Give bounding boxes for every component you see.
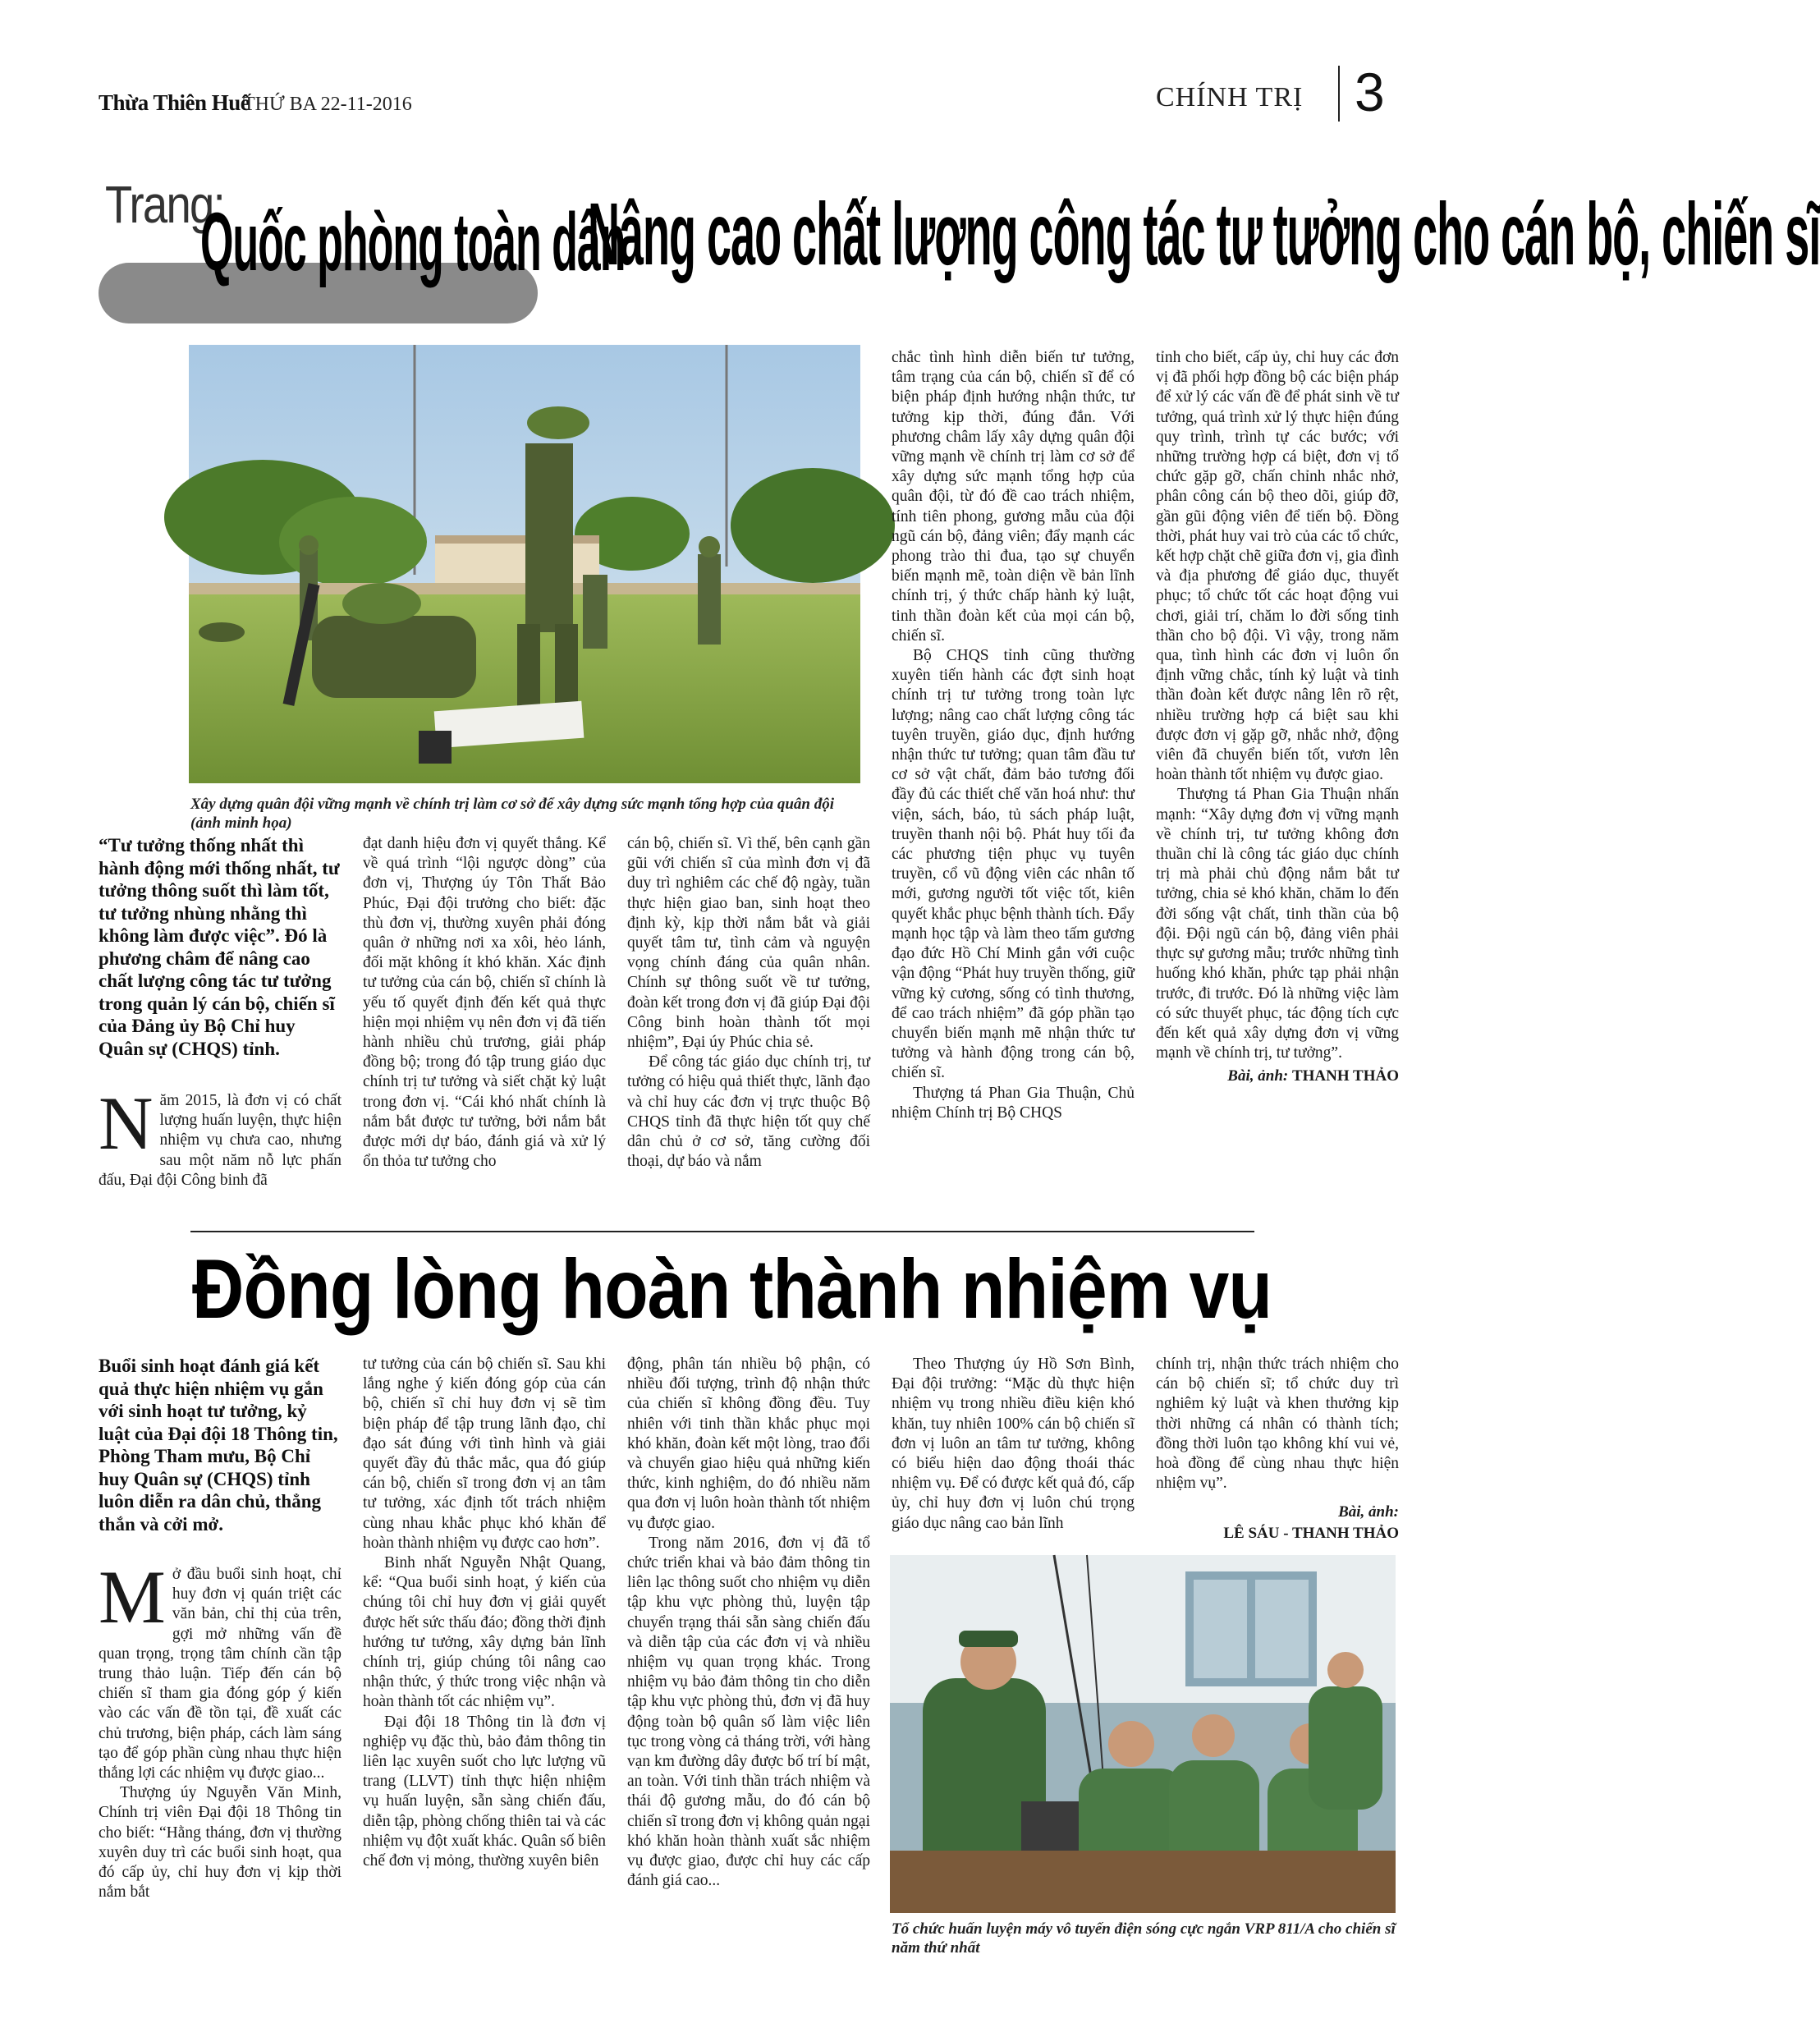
article-divider xyxy=(190,1231,1254,1232)
article2-column-4 xyxy=(892,1355,1135,1534)
article1-lead: “Tư tưởng thống nhất thì hành động mới thống nhất, tư tưởng thông suốt thì làm tốt, tư tưởng nhùng nhằng thì không làm được việc”. Đó là phương châm để nâng cao chất lượng công tác tư tưởng trong quản lý cán bộ, chiến sĩ của Đảng ủy Bộ Chỉ huy Quân sự (CHQS) tỉnh. xyxy=(99,835,340,1059)
article2-lead: Buổi sinh hoạt đánh giá kết quả thực hiện nhiệm vụ gắn với sinh hoạt tư tưởng, kỷ luật của Đại đội 18 Thông tin, Phòng Tham mưu, Bộ Chỉ huy Quân sự (CHQS) tỉnh luôn diễn ra dân chủ, thẳng thắn và cởi mở. xyxy=(99,1356,338,1535)
article2-paragraph: động, phân tán nhiều bộ phận, có nhiều đối tượng, trình độ nhận thức của chiến sĩ không đồng đều. Tuy nhiên với tinh thần khắc phục mọi khó khăn, đoàn kết một lòng, trao đổi và chuyển giao hiệu quả những kiến thức, kinh nghiệm, do đó nhiều năm qua đơn vị luôn hoàn thành tốt nhiệm vụ được giao. xyxy=(627,1356,870,1532)
article1-column-1 xyxy=(99,834,342,1191)
newspaper-brand: Thừa Thiên Huế xyxy=(99,90,250,115)
article1-paragraph: tỉnh cho biết, cấp ủy, chỉ huy các đơn vị đã phối hợp đồng bộ các biện pháp để xử lý các vấn đề để phát sinh về tư tưởng, quá trình xử lý thực hiện đúng quy trình, trình tự các bước; với những trường hợp cá biệt, đơn vị tổ chức gặp gỡ, chấn chỉnh nhắc nhở, phân công cán bộ theo dõi, giúp đỡ, gần gũi động viên để tiến bộ. Đồng thời, phát huy vai trò của các tổ chức, kết hợp chặt chẽ giữa đơn vị, gia đình và địa phương để giáo dục, thuyết phục; tổ chức tốt các hoạt động vui chơi, giải trí, chăm lo đời sống tinh thần cho bộ đội. Vì vậy, trong năm qua, tình hình các đơn vị luôn ổn định vững chắc, tính kỷ luật và tinh thần đoàn kết được nâng lên rõ rệt, nhiều trường hợp cá biệt sau khi được đơn vị gặp gỡ, nhắc nhở, động viên đã chuyển biến tốt, vươn lên hoàn thành tốt nhiệm vụ được giao. xyxy=(1156,349,1399,784)
banner-name: Quốc phòng toàn dân xyxy=(200,196,626,288)
article1-column-2 xyxy=(363,834,606,1172)
article2-column-5 xyxy=(1156,1355,1399,1544)
article2-headline: Đồng lòng hoàn thành nhiệm vụ xyxy=(192,1242,1272,1336)
article2-photo xyxy=(890,1555,1396,1913)
article1-column-4 xyxy=(892,348,1135,1123)
article2-column-3 xyxy=(627,1355,870,1891)
article2-paragraph: Theo Thượng úy Hồ Sơn Bình, Đại đội trưởng: “Mặc dù thực hiện nhiệm vụ trong nhiều điều kiện khó khăn, tuy nhiên 100% cán bộ chiến sĩ đơn vị luôn an tâm tư tưởng, không có biểu hiện dao động thoái thác nhiệm vụ. Để có được kết quả đó, cấp ủy, chỉ huy đơn vị luôn chú trọng giáo dục nâng cao bản lĩnh xyxy=(892,1356,1135,1532)
article2-paragraph: Binh nhất Nguyễn Nhật Quang, kể: “Qua buổi sinh hoạt, ý kiến của chúng tôi chỉ huy đơn vị giải quyết được hết sức thấu đáo; đồng thời định hướng tư tưởng, xây dựng bản lĩnh chính trị, giúp chúng tôi nâng cao nhận thức, ý thức trong việc nhận và hoàn thành tốt các nhiệm vụ”. xyxy=(363,1554,606,1711)
article1-paragraph: Bộ CHQS tỉnh cũng thường xuyên tiến hành các đợt sinh hoạt chính trị tư tưởng trong toàn lực lượng; nâng cao chất lượng công tác tuyên truyền, giáo dục, định hướng nhận thức tư tưởng; quan tâm đầu tư cơ sở vật chất, đảm bảo tương đối đầy đủ các thiết chế văn hoá như: thư viện, sách, báo, tủ sách pháp luật, truyền thanh nội bộ. Phát huy tối đa các phương tiện phục vụ tuyên truyền, cổ vũ động viên các nhân tố mới, gương người tốt việc tốt, kiên quyết khắc phục bệnh thành tích. Đẩy mạnh học tập và làm theo tấm gương đạo đức Hồ Chí Minh gắn với cuộc vận động “Phát huy truyền thống, giữ vững kỷ cương, sống có tình thương, để cao trách nhiệm” đã góp phần tạo chuyển biến mạnh mẽ nhận thức tư tưởng và hành động trong cán bộ, chiến sĩ. xyxy=(892,647,1135,1082)
article2-paragraph: Thượng úy Nguyễn Văn Minh, Chính trị viên Đại đội 18 Thông tin cho biết: “Hằng tháng, đơn vị thường xuyên duy trì các buổi sinh hoạt, qua đó cấp ủy, chỉ huy đơn vị kịp thời nắm bắt xyxy=(99,1784,342,1902)
article2-paragraph: Trong năm 2016, đơn vị đã tổ chức triển khai và bảo đảm thông tin liên lạc thông suốt cho nhiệm vụ diễn tập khu vực phòng thủ, luyện tập chuyển trạng thái sẵn sàng chiến đấu và diễn tập của các đơn vị và nhiều nhiệm vụ quan trọng khác. Trong nhiệm vụ bảo đảm thông tin cho diễn tập khu vực phòng thủ, đơn vị đã huy động toàn bộ quân số làm việc liên tục trong vòng cả tháng trời, với hàng vạn km đường dây được bố trí bí mật, an toàn. Với tinh thần trách nhiệm và thái độ gương mẫu, do đó cán bộ chiến sĩ trong đơn vị không quản ngại khó khăn hoàn thành xuất sắc nhiệm vụ được giao, được chỉ huy các cấp đánh giá cao... xyxy=(627,1534,870,1890)
soldiers-training-image xyxy=(189,345,860,783)
article1-drop-cap: N xyxy=(99,1081,154,1165)
article1-photo xyxy=(189,345,860,783)
article1-photo-caption: Xây dựng quân đội vững mạnh về chính trị làm cơ sở để xây dựng sức mạnh tổng hợp của quân đội (ảnh minh họa) xyxy=(190,796,834,832)
article1-paragraph: đạt danh hiệu đơn vị quyết thắng. Kể về quá trình “lội ngược dòng” của đơn vị, Thượng úy Tôn Thất Bảo Phúc, Đại đội trưởng cho biết: đặc thù đơn vị, thường xuyên phải đóng quân ở những nơi xa xôi, hẻo lánh, đối mặt không ít khó khăn. Xác định tư tưởng của cán bộ, chiến sĩ chính là yếu tố quyết định đến kết quả thực hiện mọi nhiệm vụ nên đơn vị đã tiến hành nhiều chủ trương, giải pháp đồng bộ; trong đó tập trung giáo dục chính trị tư tưởng và siết chặt kỷ luật trong đơn vị. “Cái khó nhất chính là nắm bắt được tư tưởng, bởi nắm bắt được mới dự báo, đánh giá và xử lý ổn thỏa tư tưởng cho xyxy=(363,835,606,1171)
article1-column-5 xyxy=(1156,348,1399,1087)
article1-paragraph: Thượng tá Phan Gia Thuận, Chủ nhiệm Chính trị Bộ CHQS xyxy=(892,1084,1135,1122)
article1-byline: Bài, ảnh: THANH THẢO xyxy=(1227,1067,1399,1085)
header-divider xyxy=(1338,66,1340,122)
radio-training-image xyxy=(890,1555,1396,1913)
article2-byline: Bài, ảnh: LÊ SÁU - THANH THẢO xyxy=(1223,1503,1399,1543)
page-number: 3 xyxy=(1355,62,1385,122)
article1-paragraph: cán bộ, chiến sĩ. Vì thế, bên cạnh gần gũi với chiến sĩ của mình đơn vị đã duy trì nghiêm các chế độ ngày, tuần thực hiện giao ban, sinh hoạt theo định kỳ, kịp thời nắm bắt và giải quyết tâm tư, tình cảm và nguyện vọng chính đáng của quân nhân. Chính sự thông suốt về tư tưởng, đoàn kết trong đơn vị đã giúp Đại đội Công binh hoàn thành tốt mọi nhiệm”, Đại úy Phúc chia sẻ. xyxy=(627,835,870,1052)
article1-paragraph: Thượng tá Phan Gia Thuận nhấn mạnh: “Xây dựng đơn vị vững mạnh về chính trị, tư tưởng không đơn thuần chỉ là công tác giáo dục chính trị mà phải chủ động nắm bắt tư tưởng, chia sẻ khó khăn, chăm lo đến đời sống vật chất, tinh thần của bộ đội. Đội ngũ cán bộ, đảng viên phải thực sự gương mẫu; trước những tình huống khó khăn, phức tạp phải nhận trước, đi trước. Đó là những việc làm có sức thuyết phục, tác động tích cực đến kết quả xây dựng đơn vị vững mạnh về chính trị, tư tưởng”. xyxy=(1156,786,1399,1062)
article1-paragraph: Để công tác giáo dục chính trị, tư tưởng có hiệu quả thiết thực, lãnh đạo và chỉ huy các đơn vị trực thuộc Bộ CHQS tỉnh đã thực hiện tốt quy chế dân chủ ở cơ sở, tăng cường đối thoại, dự báo và nắm xyxy=(627,1053,870,1171)
article2-paragraph: tư tưởng của cán bộ chiến sĩ. Sau khi lắng nghe ý kiến đóng góp của cán bộ, chiến sĩ chỉ huy đơn vị sẽ tìm biện pháp để tập trung lãnh đạo, chỉ đạo sát đúng với tình hình và giải quyết đầy đủ thắc mắc, qua đó giúp cán bộ, chiến sĩ trong đơn vị an tâm tư tưởng, xác định tốt trách nhiệm cùng nhau khắc phục khó khăn để hoàn thành nhiệm vụ được cao hơn”. xyxy=(363,1356,606,1552)
article2-paragraph: chính trị, nhận thức trách nhiệm cho cán bộ chiến sĩ; tổ chức duy trì nghiêm kỷ luật và khen thưởng kịp thời những cá nhân có thành tích; đồng thời luôn tạo không khí vui vẻ, hoà đồng để cùng nhau thực hiện nhiệm vụ”. xyxy=(1156,1356,1399,1493)
article2-column-2 xyxy=(363,1355,606,1871)
article1-opening-paragraph: Năm 2015, là đơn vị có chất lượng huấn luyện, thực hiện nhiệm vụ chưa cao, nhưng sau một năm nỗ lực phấn đấu, Đại đội Công binh đã xyxy=(99,1081,342,1189)
article1-column-3 xyxy=(627,834,870,1172)
article2-paragraph: Đại đội 18 Thông tin là đơn vị nghiệp vụ đặc thù, bảo đảm thông tin liên lạc xuyên suốt cho lực lượng vũ trang (LLVT) tỉnh thực hiện nhiệm vụ huấn luyện, sẵn sàng chiến đấu, diễn tập, phòng chống thiên tai và các nhiệm vụ đột xuất khác. Quân số biên chế đơn vị mỏng, thường xuyên biên xyxy=(363,1713,606,1870)
article2-drop-cap: M xyxy=(99,1555,166,1639)
issue-date: THỨ BA 22-11-2016 xyxy=(243,94,412,115)
article2-photo-caption: Tổ chức huấn luyện máy vô tuyến điện sóng cực ngắn VRP 811/A cho chiến sĩ năm thứ nhất xyxy=(892,1920,1396,1957)
article1-paragraph: chắc tình hình diễn biến tư tưởng, tâm trạng của cán bộ, chiến sĩ để có biện pháp định hướng nhận thức, tư tưởng kịp thời, đúng đắn. Với phương châm lấy xây dựng quân đội vững mạnh về chính trị làm cơ sở để xây dựng sức mạnh tổng hợp của quân đội, từ đó đề cao trách nhiệm, tính tiên phong, gương mẫu của đội ngũ cán bộ, đảng viên; đẩy mạnh các phong trào thi đua, tạo sự chuyển biến mạnh mẽ, toàn diện về bản lĩnh chính trị, ý thức chấp hành kỷ luật, tinh thần đoàn kết của mọi cán bộ, chiến sĩ. xyxy=(892,349,1135,645)
section-title: CHÍNH TRỊ xyxy=(1156,82,1304,112)
article2-column-1 xyxy=(99,1355,342,1902)
article2-opening-paragraph: Mở đầu buổi sinh hoạt, chỉ huy đơn vị quán triệt các văn bản, chỉ thị của trên, gợi mở những vấn đề quan trọng, trọng tâm chính cần tập trung thảo luận. Tiếp đến cán bộ chiến sĩ tham gia đóng góp ý kiến vào các vấn đề tồn tại, đề xuất các chủ trương, biện pháp, cách làm sáng tạo để góp phần cùng nhau thực hiện thắng lợi các nhiệm vụ được giao... xyxy=(99,1555,342,1782)
article1-headline: Nâng cao chất lượng công tác tư tưởng cho cán bộ, chiến sĩ xyxy=(588,184,1820,283)
banner-label: Trang: xyxy=(105,175,225,234)
